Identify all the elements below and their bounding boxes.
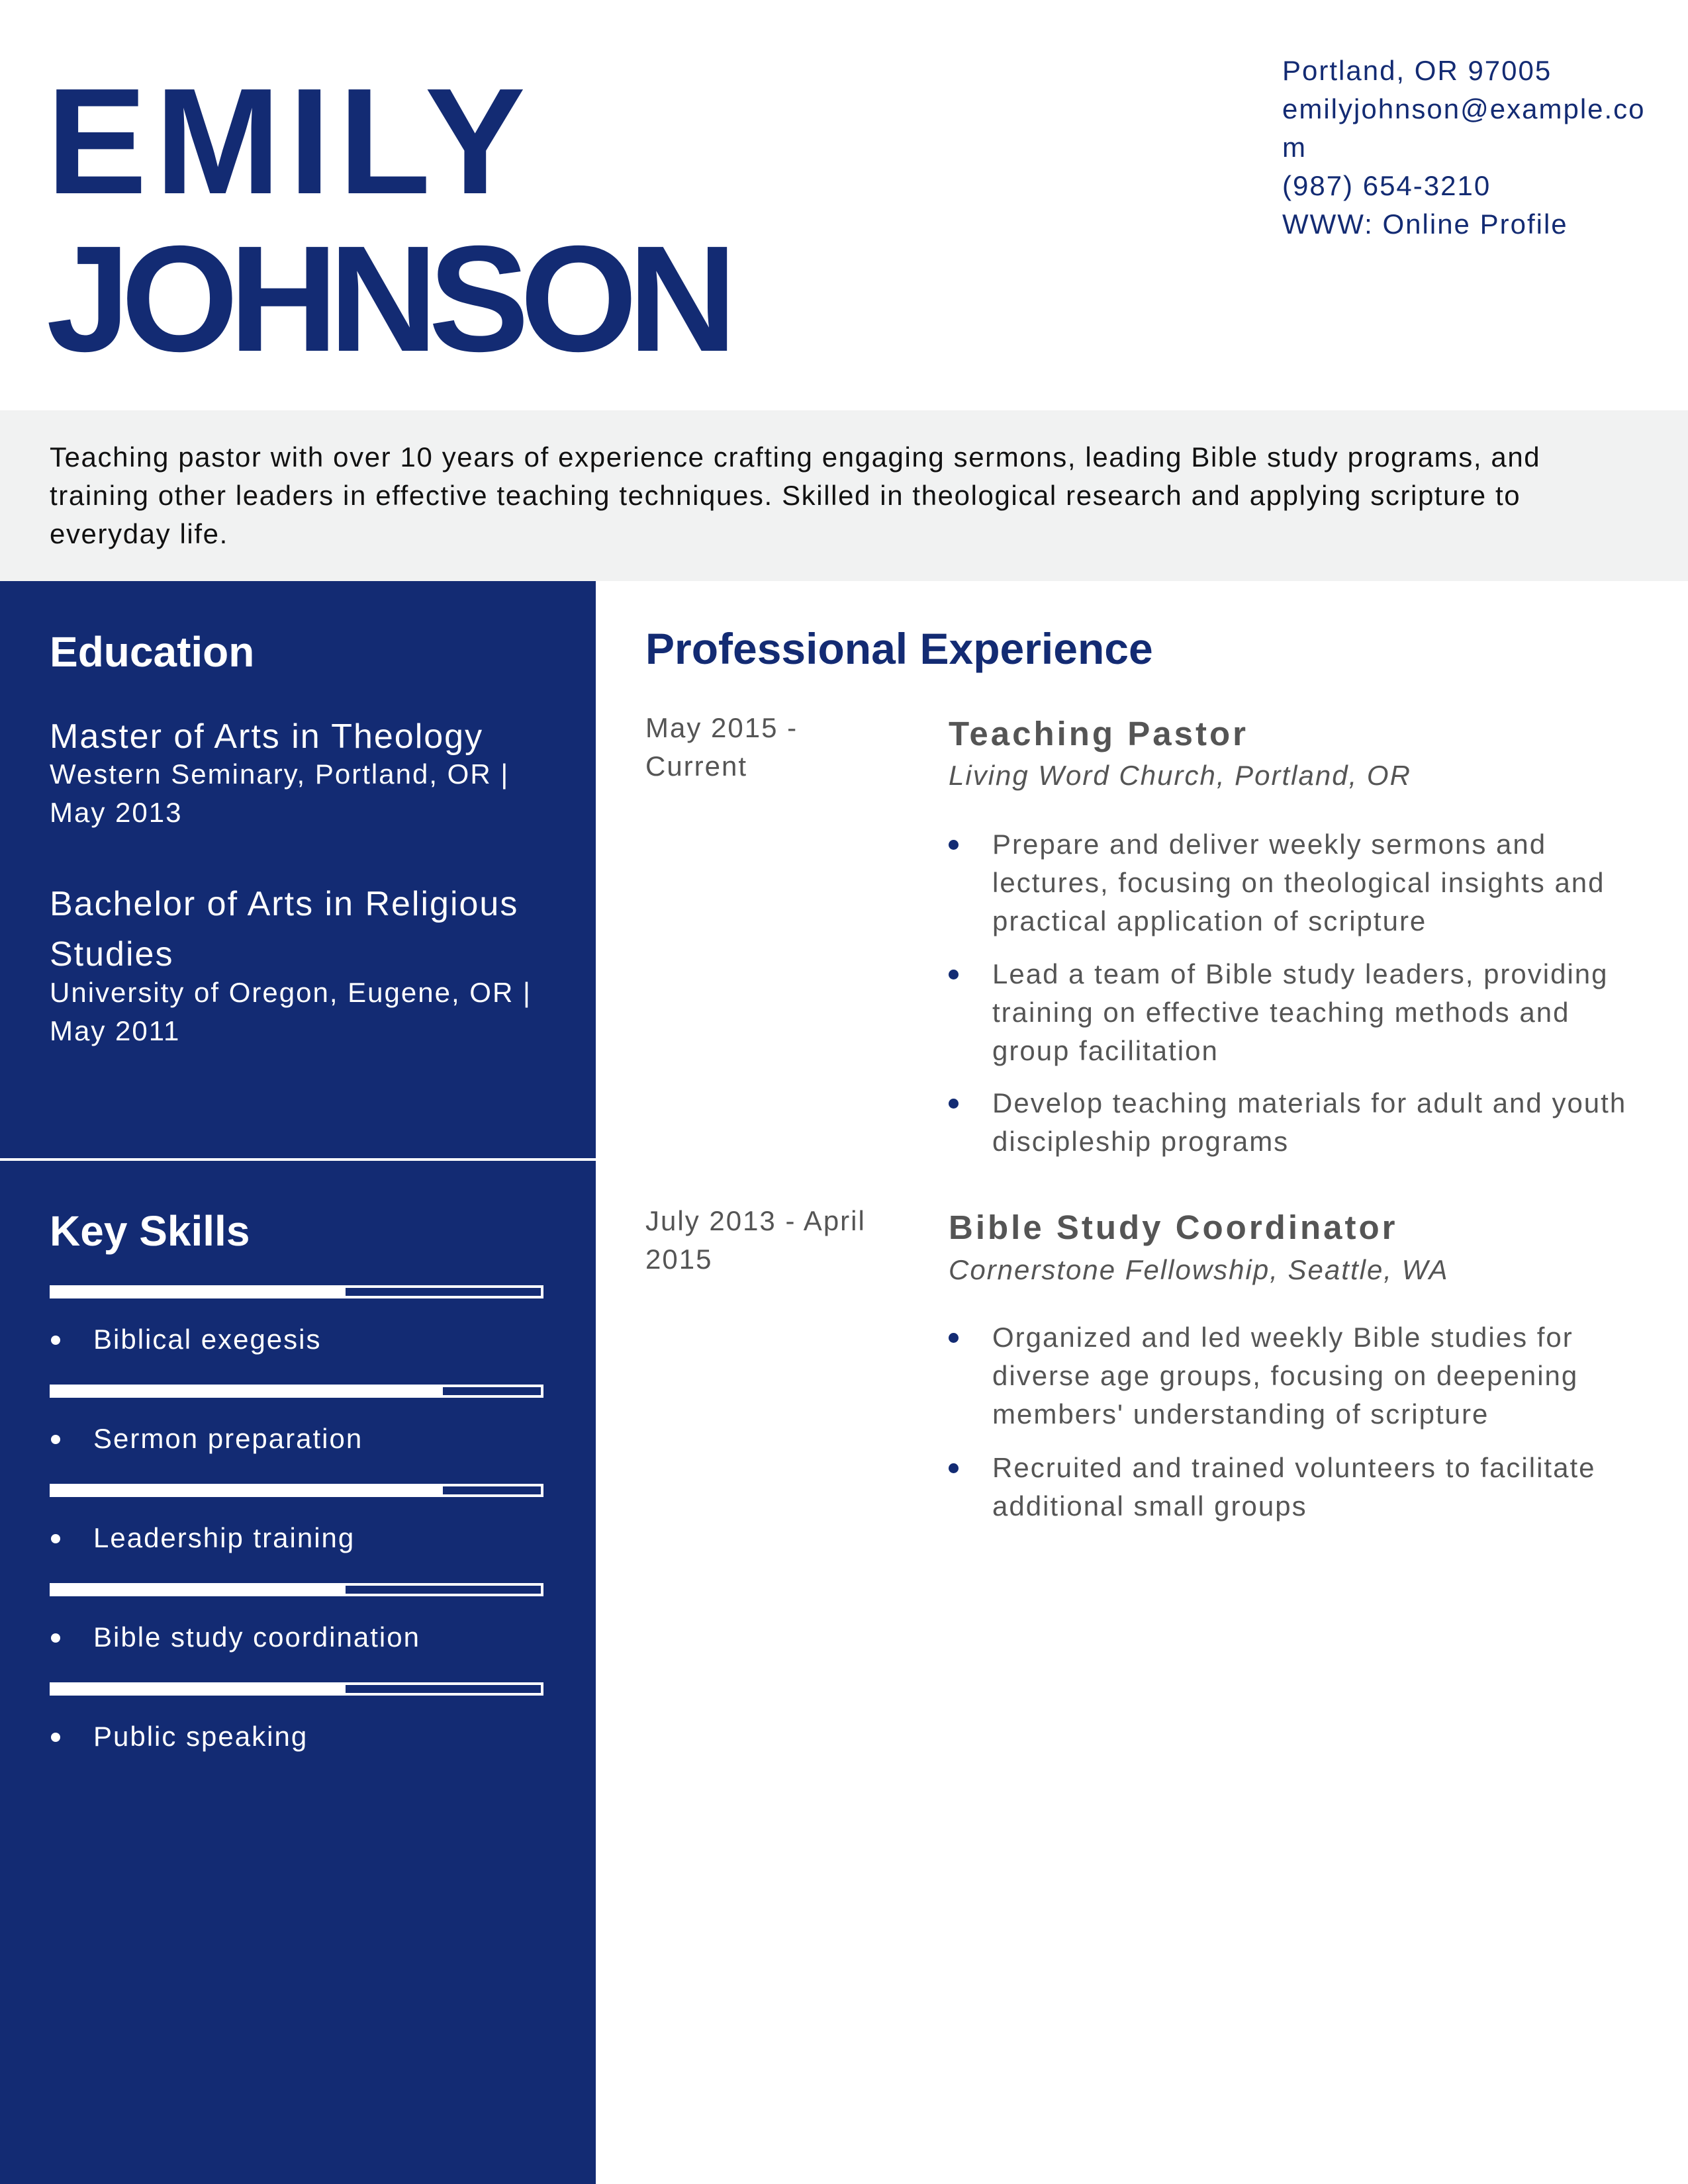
last-name: JOHNSON: [46, 215, 728, 383]
skill-level-bar: [50, 1285, 543, 1298]
skill-label: Sermon preparation: [93, 1423, 363, 1454]
skill-level-fill: [52, 1685, 346, 1693]
contact-phone: (987) 654-3210: [1282, 170, 1491, 201]
bullet-dot: [949, 970, 959, 979]
bullet-dot: [51, 1534, 60, 1543]
job-company: Living Word Church, Portland, OR: [949, 760, 1411, 791]
candidate-name: [46, 58, 728, 383]
bullet-dot: [949, 1463, 959, 1473]
skill-level-bar: [50, 1682, 543, 1696]
summary-text: Teaching pastor with over 10 years of experience crafting engaging sermons, leading Bible study programs, and training other leaders in effective teaching techniques. Skilled in theological research and applying scripture to everyday life.: [50, 441, 1541, 549]
bullet-dot: [51, 1733, 60, 1742]
skill-label: Public speaking: [93, 1721, 308, 1752]
skill-level-fill: [52, 1486, 443, 1494]
job-bullet: [949, 1449, 1637, 1525]
contact-email[interactable]: emilyjohnson@example.com: [1282, 93, 1646, 163]
education-heading: Education: [50, 628, 255, 676]
skill-level-fill: [52, 1387, 443, 1395]
bullet-dot: [949, 1099, 959, 1109]
bullet-text: Prepare and deliver weekly sermons and lectures, focusing on theological insights and practical application of scripture: [992, 829, 1605, 936]
bullet-text: Develop teaching materials for adult and youth discipleship programs: [992, 1087, 1627, 1157]
education-detail: University of Oregon, Eugene, OR | May 2011: [50, 977, 532, 1046]
education-degree: Master of Arts in Theology: [50, 717, 484, 756]
skill-label: Bible study coordination: [93, 1621, 420, 1653]
job-dates: July 2013 - April 2015: [645, 1205, 866, 1275]
skill-level-bar: [50, 1484, 543, 1497]
summary-section: [0, 410, 1688, 581]
skill-level-fill: [52, 1288, 346, 1296]
skills-heading: Key Skills: [50, 1207, 250, 1255]
job-dates: May 2015 - Current: [645, 712, 798, 782]
contact-location: Portland, OR 97005: [1282, 55, 1552, 86]
bullet-dot: [51, 1633, 60, 1643]
job-title: Teaching Pastor: [949, 715, 1248, 752]
contact-info: [1282, 52, 1653, 244]
education-degree: Bachelor of Arts in Religious Studies: [50, 885, 519, 974]
job-title: Bible Study Coordinator: [949, 1208, 1398, 1246]
sidebar: [0, 581, 596, 2184]
resume-header: [0, 0, 1688, 410]
education-detail: Western Seminary, Portland, OR | May 2013: [50, 758, 510, 828]
skill-label: Leadership training: [93, 1522, 355, 1553]
job-bullet: [949, 825, 1637, 940]
skill-level-fill: [52, 1586, 346, 1594]
skill-level-bar: [50, 1385, 543, 1398]
skill-label: Biblical exegesis: [93, 1324, 322, 1355]
bullet-dot: [51, 1435, 60, 1444]
experience-heading: Professional Experience: [645, 624, 1153, 673]
contact-website[interactable]: WWW: Online Profile: [1282, 208, 1568, 240]
first-name: EMILY: [46, 58, 534, 226]
bullet-text: Recruited and trained volunteers to facilitate additional small groups: [992, 1452, 1596, 1522]
job-company: Cornerstone Fellowship, Seattle, WA: [949, 1254, 1449, 1285]
bullet-text: Organized and led weekly Bible studies for diverse age groups, focusing on deepening members' understanding of scripture: [992, 1322, 1579, 1430]
bullet-dot: [949, 840, 959, 850]
job-bullet: [949, 955, 1637, 1070]
job-bullet: [949, 1318, 1637, 1433]
sidebar-divider: [0, 1158, 596, 1161]
bullet-text: Lead a team of Bible study leaders, providing training on effective teaching methods and group facilitation: [992, 958, 1609, 1066]
bullet-dot: [949, 1333, 959, 1343]
skill-level-bar: [50, 1583, 543, 1596]
bullet-dot: [51, 1336, 60, 1345]
job-bullet: [949, 1084, 1637, 1161]
